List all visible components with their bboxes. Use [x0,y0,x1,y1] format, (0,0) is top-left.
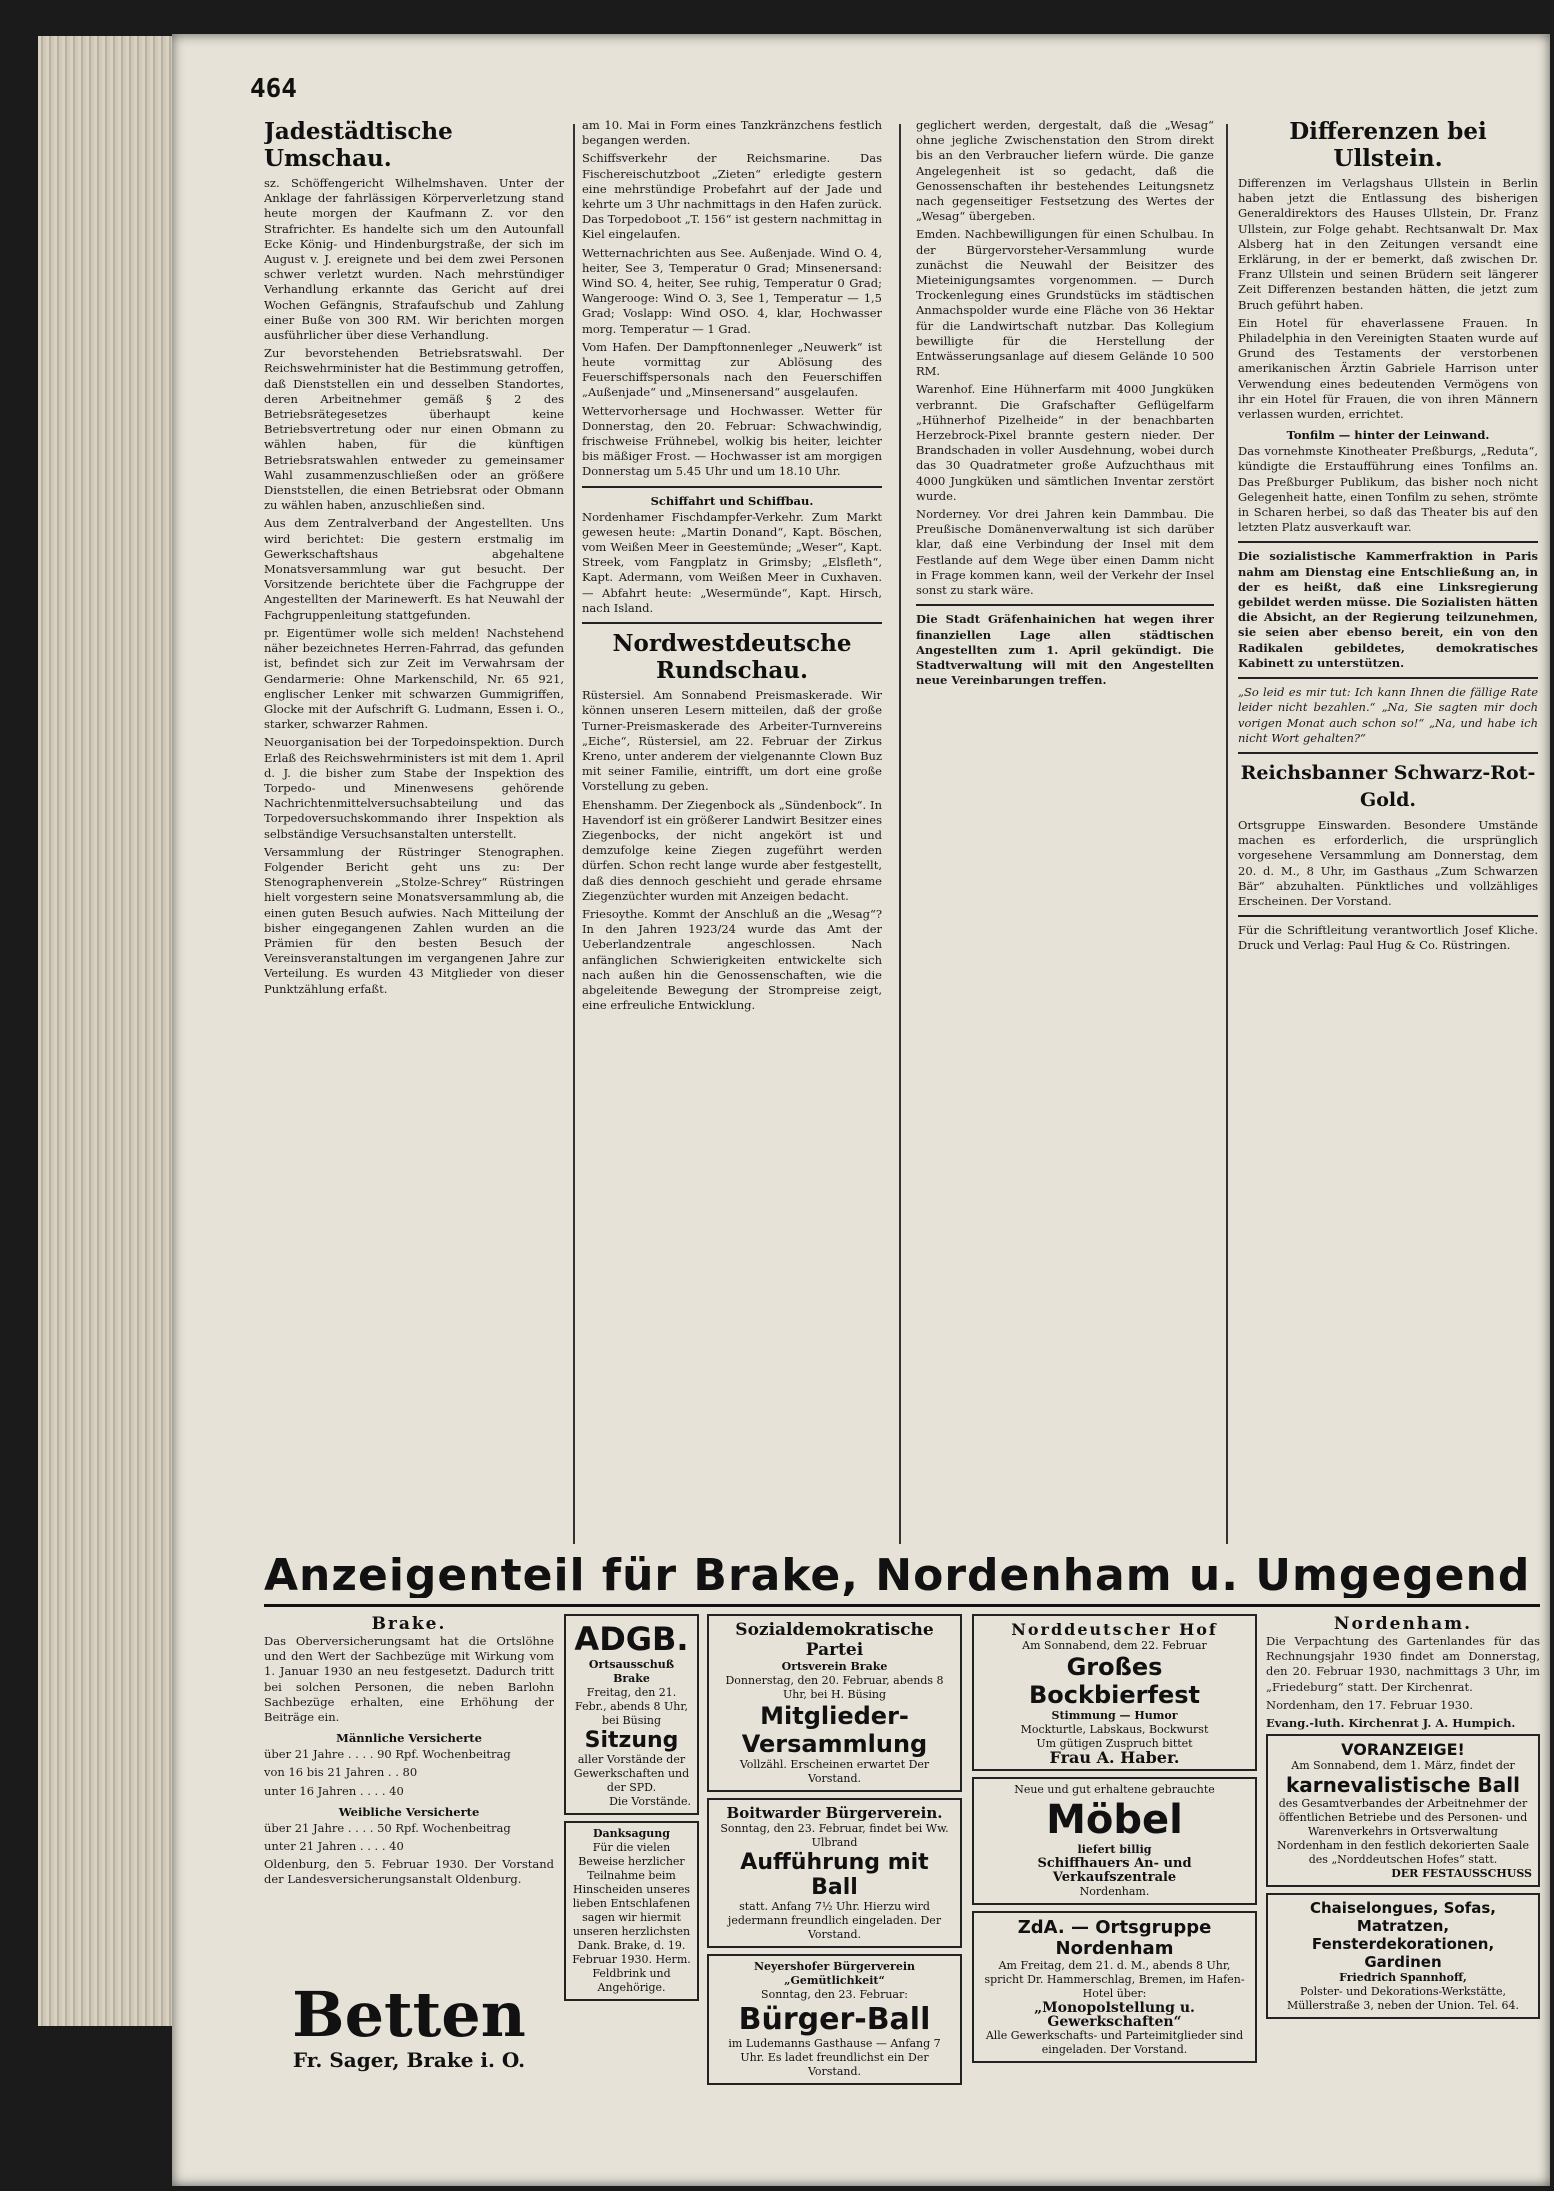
article-paragraph: Vom Hafen. Der Dampftonnenleger „Neuwerk“ ist heute vormittag zur Ablösung des Feuerschiffspersonals nach den Feuerschiffen „Außenjade“ und „Minsenersand“ ausgelaufen. [582,339,882,400]
ad-betten [264,1978,554,2092]
ad-text: statt. Anfang 7½ Uhr. Hierzu wird jedermann freundlich eingeladen. Der Vorstand. [727,1900,942,1941]
ad-title: VORANZEIGE! [1341,1740,1465,1760]
article-paragraph: pr. Eigentümer wolle sich melden! Nachstehend näher bezeichnetes Herren-Fahrrad, das gefunden ist, befindet sich zur Zeit im Verwahrsam der Gendarmerie: Ohne Markenschild, Nr. 65 921, englischer Lenker mit schwarzen Gummigriffen, Glocke mit der Aufschrift G. Ludmann, Essen i. O., starker, schwarzer Rahmen. [264,625,564,732]
column-3 [916,118,1214,1548]
ad-column-nordenham [1266,1614,1540,2114]
ad-section-header: Anzeigenteil für Brake, Nordenham u. Umgegend [264,1554,1531,1598]
article-paragraph: Schiffsverkehr der Reichsmarine. Das Fischereischutzboot „Zieten“ erledigte gestern eine mehrstündige Probefahrt auf der Jade und kehrte um 3 Uhr nachmittags in den Hafen zurück. Das Torpedoboot „T. 156“ ist gestern nachmittag in Kiel eingelaufen. [582,151,882,242]
ad-signature: Friedrich Spannhoff, [1339,1971,1467,1985]
section-heading-ullstein: Differenzen bei Ullstein. [1289,118,1487,172]
ad-title: Brake. [371,1614,447,1634]
column-rule [1226,124,1228,1544]
page-number: 464 [250,74,297,104]
ad-text: des Gesamtverbandes der Arbeitnehmer der öffentlichen Betriebe und des Personen- und Warenverkehrs in Ortsverwaltung Nordenham in den festlich dekorierten Saale des „Norddeutschen Hofes“ statt. [1277,1797,1529,1867]
section-subheading-tonfilm: Tonfilm — hinter der Leinwand. [1286,428,1490,443]
ad-subtitle: liefert billig [1077,1843,1152,1856]
ad-text: Am Sonnabend, dem 22. Februar [1022,1639,1207,1652]
ad-subtitle: Stimmung — Humor [1051,1709,1178,1722]
ad-signature: Evang.-luth. Kirchenrat J. A. Humpich. [1266,1716,1516,1731]
ad-column-nordhof [972,1614,1257,2114]
ad-event: Sitzung [584,1728,679,1753]
ad-text: Am Freitag, dem 21. d. M., abends 8 Uhr, spricht Dr. Hammerschlag, Bremen, im Hafen-Hotel über: [984,1959,1245,2000]
section-subheading-shipping: Schiffahrt und Schiffbau. [650,493,814,508]
divider [264,1604,1540,1607]
article-paragraph: Differenzen im Verlagshaus Ullstein in Berlin haben jetzt die Entlassung des bisherigen Generaldirektors des Hauses Ullstein, Dr. Franz Ullstein, zur Folge gehabt. Rechtsanwalt Dr. Max Alsberg hat in den Zeitungen versandt eine Erklärung, in der er bemerkt, daß zwischen Dr. Franz Ullstein und seinen Brüdern seit längerer Zeit Differenzen bestanden hätten, die jetzt zum Bruch geführt haben. [1238,176,1538,312]
column-rule [573,124,575,1544]
article-paragraph: Rüstersiel. Am Sonnabend Preismaskerade. Wir können unseren Lesern mitteilen, daß der große Turner-Preismaskerade des Arbeiter-Turnvereins „Eiche“, Rüstersiel, am 22. Februar der Zirkus Kreno, unter anderem der vielgenannte Clown Buz mit seiner Familie, eintrifft, um dort eine große Vorstellung zu geben. [582,688,882,794]
ad-row: unter 21 Jahren . . . . 40 [264,1839,404,1854]
ad-subtitle: Weibliche Versicherte [338,1804,480,1819]
ad-title: Boitwarder Bürgerverein. [726,1804,943,1822]
ad-subtitle: Ortsverein Brake [781,1660,888,1673]
ad-column-middle [707,1614,962,2114]
ad-text: Mockturtle, Labskaus, Bockwurst [1020,1723,1209,1736]
ad-title: ZdA. — Ortsgruppe Nordenham [1017,1917,1212,1959]
imprint-text: Für die Schriftleitung verantwortlich Josef Kliche. Druck und Verlag: Paul Hug & Co. Rüstringen. [1238,923,1538,953]
ad-text: Nordenham, den 17. Februar 1930. [1266,1697,1474,1712]
ad-title: Danksagung [593,1827,670,1840]
article-paragraph: Norderney. Vor drei Jahren kein Dammbau. Die Preußische Domänenverwaltung ist sich darüber klar, daß eine Verbindung der Insel mit dem Festlande auf dem Wege über einen Damm nicht in Frage kommen kann, weil der Verkehr der Insel sonst zu stark wäre. [916,507,1214,598]
ad-text: Vollzähl. Erscheinen erwartet Der Vorstand. [739,1758,930,1785]
divider [1238,752,1538,754]
ad-row: über 21 Jahre . . . . 90 Rpf. Wochenbeitrag [264,1747,511,1762]
article-paragraph: sz. Schöffengericht Wilhelmshaven. Unter der Anklage der fahrlässigen Körperverletzung stand heute morgen der Kaufmann Z. vor den Strafrichter. Es handelte sich um den Autounfall Ecke König- und Hindenburgstraße, der sich im August v. J. ereignete und bei dem zwei Personen schwer verletzt wurden. Nach mehrstündiger Verhandlung erkannte das Gericht auf drei Wochen Gefängnis, Strafaufschub und Zahlung einer Buße von 300 RM. Wir berichten morgen ausführlicher über diese Verhandlung. [264,176,564,343]
page-stack-edges [38,36,188,2026]
divider [1238,677,1538,679]
ad-title: Sozialdemokratische Partei [735,1620,934,1660]
divider [916,604,1214,606]
ad-betten-title: Betten [292,1978,526,2051]
ad-text: Für die vielen Beweise herzlicher Teilnahme beim Hinscheiden unseres lieben Entschlafenen sagen wir hiermit unseren herzlichsten Dank. Brake, d. 19. Februar 1930. Herm. Feldbrink und Angehörige. [572,1841,691,1994]
ad-text: Oldenburg, den 5. Februar 1930. Der Vorstand der Landesversicherungsanstalt Oldenburg. [264,1857,554,1887]
ad-signature: Die Vorstände. [609,1795,691,1808]
section-heading-nordwest: Nordwestdeutsche Rundschau. [612,630,852,685]
article-paragraph: Ehenshamm. Der Ziegenbock als „Sündenbock“. In Havendorf ist ein größerer Landwirt Besitzer eines Ziegenbocks, der nicht angekört ist und demzufolge keine Ziegen zugeführt werden dürfen. Schon recht lange wurde aber festgestellt, daß dies dennoch geschieht und gerade ehrsame Ziegenzüchter wurden mit Anzeigen bedacht. [582,797,882,903]
ad-text: Sonntag, den 23. Februar, findet bei Ww. Ulbrand [720,1822,949,1849]
article-paragraph: Neuorganisation bei der Torpedoinspektion. Durch Erlaß des Reichswehrministers ist mit dem 1. April d. J. die bisher zum Stabe der Inspektion des Torpedo- und Minenwesens gehörende Nachrichtenmittelversuchsabteilung und das Torpedoversuchskommando ihrer Inspektion als selbständige Versuchsanstalten unterstellt. [264,735,564,841]
ad-title: Chaiselongues, Sofas, Matratzen, Fensterdekorationen, Gardinen [1310,1899,1496,1972]
ad-title: Neyershofer Bürgerverein „Gemütlichkeit“ [753,1960,916,1987]
ad-text: Die Verpachtung des Gartenlandes für das Rechnungsjahr 1930 findet am Donnerstag, den 20. Februar 1930, nachmittags 3 Uhr, im „Friedeburg“ statt. Der Kirchenrat. [1266,1634,1540,1694]
article-paragraph: Friesoythe. Kommt der Anschluß an die „Wesag“? In den Jahren 1923/24 wurde das Amt der Ueberlandzentrale angeschlossen. Nach anfänglichen Schwierigkeiten entwickelte sich nach außen hin die Genossenschaften, wie die abgeleitende Bewegung der Strompreise zeigt, eine erfreuliche Entwicklung. [582,906,882,1013]
divider [1238,915,1538,917]
section-heading-jade: Jadestädtische Umschau. [264,118,453,172]
ad-text: Sonntag, den 23. Februar: [761,1988,908,2001]
ad-text: Freitag, den 21. Febr., abends 8 Uhr, bei Büsing [575,1686,688,1727]
ad-text: Schiffhauers An- und Verkaufszentrale [1037,1856,1192,1885]
column-2 [582,118,882,1548]
ad-text: Neue und gut erhaltene gebrauchte [1014,1783,1215,1796]
ad-title: Norddeutscher Hof [1011,1620,1218,1639]
ad-event: Mitglieder-Versammlung [741,1702,928,1758]
ad-subtitle: Ortsausschuß Brake [588,1658,675,1685]
article-paragraph: Wetternachrichten aus See. Außenjade. Wind O. 4, heiter, See 3, Temperatur 0 Grad; Minsenersand: Wind SO. 4, heiter, See ruhig, Temperatur 0 Grad; Wangerooge: Wind O. 3, See 1, Temperatur — 1,5 Grad; Voslapp: Wind OSO. 4, klar, Hochwasser morg. Temperatur — 1 Grad. [582,245,882,336]
column-4 [1238,118,1538,1548]
ad-text: Am Sonnabend, dem 1. März, findet der [1291,1759,1515,1773]
article-paragraph: Versammlung der Rüstringer Stenographen. Folgender Bericht geht uns zu: Der Stenographenverein „Stolze-Schrey“ Rüstringen hielt vorgestern seine Monatsversammlung ab, die einen guten Besuch aufwies. Nach Mitteilung der bisher eingegangenen Zahlen wurden an die Prämien für den besten Besuch der Vereinsveranstaltungen im vergangenen Jahre zur Verteilung. Es wurden 43 Mitglieder von dieser Punktzählung erfaßt. [264,844,564,996]
ad-text: Alle Gewerkschafts- und Parteimitglieder sind eingeladen. Der Vorstand. [985,2029,1244,2056]
newspaper-page [172,34,1550,2186]
ad-title: Nordenham. [1333,1614,1473,1634]
article-paragraph: Aus dem Zentralverband der Angestellten. Uns wird berichtet: Die gestern erstmalig im Gewerkschaftshaus abgehaltene Monatsversammlung war gut besucht. Der Vorsitzende berichtete über die Fachgruppe der Angestellten der Marinewerft. Es hat Neuwahl der Fachgruppenleitung stattgefunden. [264,516,564,622]
article-paragraph: Die Stadt Gräfenhainichen hat wegen ihrer finanziellen Lage allen städtischen Angestellten zum 1. April gekündigt. Die Stadtverwaltung will mit den Angestellten neue Vereinbarungen treffen. [916,612,1214,688]
article-paragraph: Emden. Nachbewilligungen für einen Schulbau. In der Bürgervorsteher-Versammlung wurde zunächst die Neuwahl der Beisitzer des Mieteinigungsamtes vorgenommen. — Durch Trockenlegung eines Grundstücks im städtischen Anmachspolder wurde eine Fläche von 36 Hektar für die Landwirtschaft nutzbar. Das Kollegium bewilligte für die Herstellung der Entwässerungsanlage auf diesem Gelände 10 500 RM. [916,227,1214,379]
article-paragraph: geglichert werden, dergestalt, daß die „Wesag“ ohne jegliche Zwischenstation den Strom direkt bis an den Verbraucher liefern würde. Die ganze Angelegenheit ist so gedacht, daß die Genossenschaften ihr bestehendes Leitungsnetz nach gegenseitiger Festsetzung des Wertes der „Wesag“ übergeben. [916,118,1214,224]
column-rule [899,124,901,1544]
article-paragraph: Ortsgruppe Einswarden. Besondere Umstände machen es erforderlich, die ursprünglich vorgesehene Versammlung am Donnerstag, dem 20. d. M., 8 Uhr, im Gasthaus „Zum Schwarzen Bär“ abzuhalten. Pünktliches und vollzähliges Erscheinen. Der Vorstand. [1238,817,1538,908]
ad-subtitle: Männliche Versicherte [336,1731,482,1746]
article-paragraph: Das vornehmste Kinotheater Preßburgs, „Reduta“, kündigte die Erstaufführung eines Tonfilms an. Das Preßburger Publikum, das bisher noch nicht Gelegenheit hatte, einen Tonfilm zu sehen, strömte in Scharen herbei, so daß das Theater bis auf den letzten Platz ausverkauft war. [1238,444,1538,535]
reichsbanner-title: Reichsbanner Schwarz-Rot-Gold. [1240,761,1536,811]
ad-text: im Ludemanns Gasthause — Anfang 7 Uhr. Es ladet freundlichst ein Der Vorstand. [728,2037,941,2078]
ad-betten-sub: Fr. Sager, Brake i. O. [292,2048,526,2072]
divider [582,486,882,488]
column-1 [264,118,564,1548]
ad-event: Möbel [1046,1797,1183,1843]
ad-event: Großes Bockbierfest [1029,1653,1200,1709]
ad-signature: DER FESTAUSSCHUSS [1391,1867,1532,1881]
article-paragraph: am 10. Mai in Form eines Tanzkränzchens festlich begangen werden. [582,118,882,148]
ad-row: von 16 bis 21 Jahren . . 80 [264,1765,418,1780]
ad-text: Das Oberversicherungsamt hat die Ortslöhne und den Wert der Sachbezüge mit Wirkung vom 1. Januar 1930 an neu festgesetzt. Dadurch tritt bei solchen Personen, die neben Barlohn Sachbezüge erhalten, eine Erhöhung der Beiträge ein. [264,1634,554,1725]
ad-row: über 21 Jahre . . . . 50 Rpf. Wochenbeitrag [264,1820,511,1835]
ad-text: Donnerstag, den 20. Februar, abends 8 Uhr, bei H. Büsing [725,1674,944,1701]
ad-title: ADGB. [574,1620,689,1658]
article-paragraph: Ein Hotel für ehaverlassene Frauen. In Philadelphia in den Vereinigten Staaten wurde auf Grund des Testaments der verstorbenen amerikanischen Ärztin Gabriele Harrison unter Verwendung eines bedeutenden Vermögens von ihr ein Hotel für Frauen, die von ihren Männern verlassen wurden, errichtet. [1238,315,1538,422]
article-paragraph: Warenhof. Eine Hühnerfarm mit 4000 Jungküken verbrannt. Die Grafschafter Geflügelfarm „Hühnerhof Pizelheide“ in der benachbarten Herzebrock-Pixel brannte gestern nieder. Der Brandschaden in voller Ausdehnung, wobei durch das 30 Quadratmeter große Aufzuchthaus mit 4000 Jungküken und sämtlichen Inventar zerstört wurde. [916,382,1214,503]
ad-text: Um gütigen Zuspruch bittet [1036,1737,1193,1750]
ad-text: Polster- und Dekorations-Werkstätte, Müllerstraße 3, neben der Union. Tel. 64. [1287,1985,1519,2013]
ad-text: Nordenham. [1079,1885,1150,1898]
divider [1238,541,1538,543]
ad-text: aller Vorstände der Gewerkschaften und der SPD. [573,1753,690,1794]
ad-event: „Monopolstellung u. Gewerkschaften“ [1034,2000,1195,2030]
ad-event: Bürger-Ball [738,2002,931,2037]
ad-adgb [564,1614,699,2114]
ad-event: Aufführung mit Ball [740,1850,929,1900]
divider [582,622,882,624]
ad-signature: Frau A. Haber. [1049,1748,1180,1767]
article-paragraph: Zur bevorstehenden Betriebsratswahl. Der Reichswehrminister hat die Bestimmung getroffen, daß Dienststellen ein und desselben Standortes, deren Arbeitnehmer gemäß § 2 des Betriebsrätegesetzes überhaupt keine Betriebsvertretung oder nur einen Obmann zu wählen haben, für die künftigen Betriebsratswahlen entweder zu gemeinsamer Wahl zusammenzuschließen oder an größere Dienststellen, die einen Betriebsrat oder Obmann zu wählen haben, anzuschließen sind. [264,346,564,513]
article-paragraph: Nordenhamer Fischdampfer-Verkehr. Zum Markt gewesen heute: „Martin Donand“, Kapt. Böschen, vom Weißen Meer in Geestemünde; „Weser“, Kapt. Streek, vom Fangplatz in Grimsby; „Elsfleth“, Kapt. Adermann, vom Weißen Meer in Cuxhaven. — Abfahrt heute: „Wesermünde“, Kapt. Hirsch, nach Island. [582,509,882,615]
article-paragraph: Die sozialistische Kammerfraktion in Paris nahm am Dienstag eine Entschließung an, in der es heißt, daß eine Linksregierung gebildet werden müsse. Die Sozialisten hätten die Absicht, an der Regierung teilzunehmen, sie seien aber ebenso bereit, ein von den Radikalen gebildetes, demokratisches Kabinett zu unterstützen. [1238,549,1538,670]
article-paragraph: Wettervorhersage und Hochwasser. Wetter für Donnerstag, den 20. Februar: Schwachwindig, frischweise Frühnebel, wolkig bis heiter, leichter bis mäßiger Frost. — Hochwasser ist am morgigen Donnerstag um 5.45 Uhr und um 18.10 Uhr. [582,403,882,479]
joke-paragraph: „So leid es mir tut: Ich kann Ihnen die fällige Rate leider nicht bezahlen.“ „Na, Sie sagten mir doch vorigen Monat auch schon so!“ „Na, und habe ich nicht Wort gehalten?“ [1238,685,1538,745]
ad-event: karnevalistische Ball [1285,1773,1520,1798]
ad-row: unter 16 Jahren . . . . 40 [264,1783,404,1798]
